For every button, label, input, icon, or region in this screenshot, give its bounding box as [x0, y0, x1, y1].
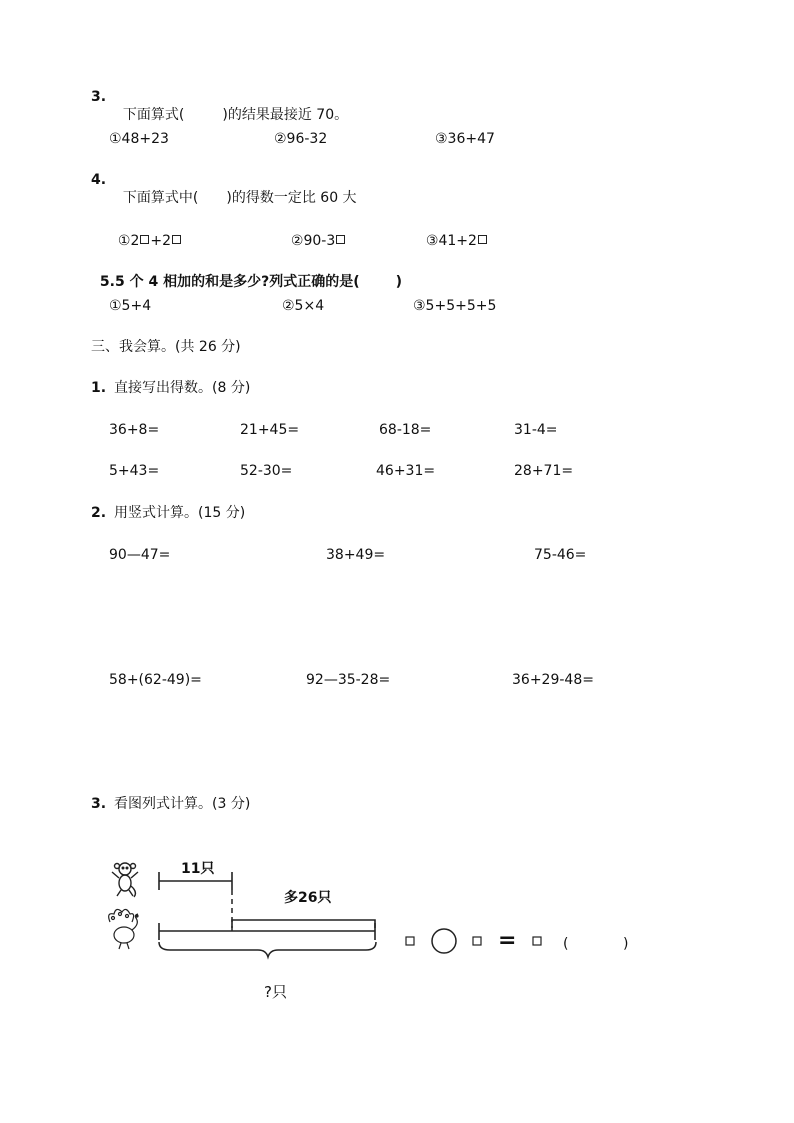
blank-square-icon: [533, 937, 541, 945]
q3-option-1[interactable]: ①48+23: [109, 131, 169, 147]
label-monkey-count: 11只: [181, 861, 215, 877]
answer-paren-open: (: [563, 936, 569, 952]
sub3-title: 看图列式计算。(3 分): [114, 796, 251, 812]
sub3-number: 3.: [91, 796, 107, 812]
q5-option-3[interactable]: ③5+5+5+5: [413, 298, 497, 314]
calc-item[interactable]: 21+45=: [240, 422, 300, 438]
q4-stem: [114, 171, 357, 207]
q3-stem: [114, 88, 348, 124]
vertical-calc-item[interactable]: 75-46=: [534, 547, 587, 563]
blank-square-icon: [172, 235, 181, 244]
q3-stem-pre: 下面算式(: [122, 107, 185, 123]
blank-square-icon: [336, 235, 345, 244]
blank-square-icon: [478, 235, 487, 244]
calc-item[interactable]: 5+43=: [109, 463, 160, 479]
calc-item[interactable]: 68-18=: [379, 422, 432, 438]
q4-option-2-a: ②90-3: [290, 233, 336, 249]
q4-option-2[interactable]: [282, 214, 346, 250]
q3-option-2[interactable]: ②96-32: [274, 131, 328, 147]
q4-stem-pre: 下面算式中(: [122, 190, 199, 206]
calc-item[interactable]: 28+71=: [514, 463, 574, 479]
q4-number: 4.: [91, 172, 107, 188]
q3-option-3[interactable]: ③36+47: [435, 131, 495, 147]
blank-square-icon: [473, 937, 481, 945]
operator-circle-icon: [432, 929, 456, 953]
label-total: ?只: [264, 983, 287, 1001]
q4-option-1[interactable]: [109, 214, 182, 250]
q3-stem-post: )的结果最接近 70。: [222, 107, 349, 123]
q5-option-1[interactable]: ①5+4: [109, 298, 152, 314]
blank-square-icon: [406, 937, 414, 945]
vertical-calc-item[interactable]: 58+(62-49)=: [109, 672, 202, 688]
sub2-number: 2.: [91, 505, 107, 521]
q5-stem-close: ): [395, 274, 402, 290]
q3-number: 3.: [91, 89, 107, 105]
q4-option-1-b: +2: [150, 233, 172, 249]
calc-item[interactable]: 31-4=: [514, 422, 558, 438]
section-3-title: 三、我会算。(共 26 分): [91, 339, 241, 355]
q4-option-3-a: ③41+2: [425, 233, 477, 249]
monkey-icon: [112, 863, 138, 897]
q4-option-3[interactable]: [417, 214, 488, 250]
sub2-title: 用竖式计算。(15 分): [114, 505, 246, 521]
vertical-calc-item[interactable]: 38+49=: [326, 547, 386, 563]
answer-paren-close: ): [623, 936, 629, 952]
answer-unit-blank[interactable]: [572, 935, 622, 953]
vertical-calc-item[interactable]: 92—35-28=: [306, 672, 391, 688]
vertical-calc-item[interactable]: 90—47=: [109, 547, 171, 563]
calc-item[interactable]: 52-30=: [240, 463, 293, 479]
equals-sign: =: [498, 928, 517, 953]
calc-item[interactable]: 36+8=: [109, 422, 160, 438]
q5-stem-text: 5.5 个 4 相加的和是多少?列式正确的是(: [99, 274, 360, 290]
blank-square-icon: [140, 235, 149, 244]
sub1-title: 直接写出得数。(8 分): [114, 380, 251, 396]
q4-option-1-a: ①2: [117, 233, 140, 249]
vertical-calc-item[interactable]: 36+29-48=: [512, 672, 594, 688]
peacock-icon: [109, 909, 138, 949]
q4-stem-post: )的得数一定比 60 大: [226, 190, 357, 206]
q5-stem: [91, 255, 402, 291]
label-more-count: 多26只: [284, 890, 332, 906]
q5-option-2[interactable]: ②5×4: [282, 298, 325, 314]
calc-item[interactable]: 46+31=: [376, 463, 436, 479]
sub1-number: 1.: [91, 380, 107, 396]
